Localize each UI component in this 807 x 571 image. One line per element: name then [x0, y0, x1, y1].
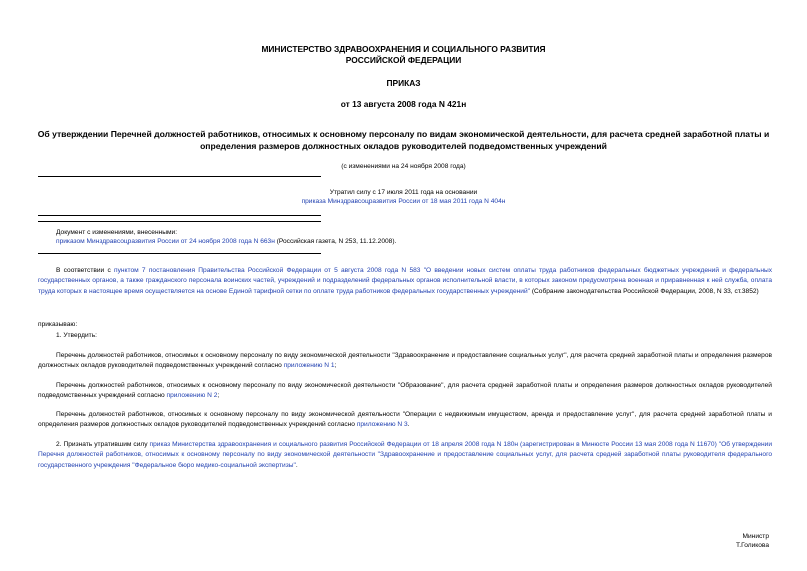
list-item-b-text: Перечень должностей работников, относимых к основному персоналу по виду экономической деятельности "Образование", для расчета средней заработной платы и определения размеров должностных окладов руководителей подведомственных учреждений согласно — [38, 382, 772, 400]
list-item-c-end: . — [407, 421, 410, 429]
list-item-a-text: Перечень должностей работников, относимых к основному персоналу по виду экономической деятельности "Здравоохранение и предоставление социальных услуг", для расчета средней заработной платы и определения размеров должностных окладов руководителей подведомственных учреждений согласно — [38, 352, 772, 370]
divider-line — [38, 253, 321, 254]
amendment-note: (с изменениями на 24 ноября 2008 года) — [341, 163, 466, 170]
preamble-source: (Собрание законодательства Российской Федерации, 2008, N 33, ст.3852) — [530, 287, 759, 295]
list-item-b-end: ; — [217, 392, 220, 400]
ministry-name — [0, 44, 807, 66]
appendix-2-link[interactable]: приложению N 2 — [166, 392, 218, 400]
amended-by-block — [56, 228, 776, 246]
signature-name: Т.Голикова — [735, 542, 769, 549]
appendix-3-link[interactable]: приложению N 3 — [356, 421, 408, 429]
preamble-link[interactable]: пунктом 7 постановления Правительства Российской Федерации от 5 августа 2008 года N 583 "О введении новых систем оплаты труда работников федеральных бюджетных учреждений и федеральных государственных органов, а также гражданского персонала воинских частей, учреждений и подразделений федеральных органов исполнительной власти, в которых законом предусмотрена военная и приравненная к ней служба, оплата труда которых в настоящее время осуществляется на основе Единой тарифной сетки по оплате труда работников федеральных государственных учреждений" — [38, 267, 772, 295]
list-item-c — [38, 410, 772, 431]
doc-title: Об утверждении Перечней должностей работников, относимых к основному персоналу по видам экономической деятельности, для расчета средней заработной платы и определения размеров должностных окладов руководителей подведомственных учреждений — [37, 129, 770, 151]
signature-block — [736, 532, 769, 550]
repealed-order-link[interactable]: приказ Министерства здравоохранения и социального развития Российской Федерации от 18 апреля 2008 года N 180н (зарегистрирован в Минюсте России 13 мая 2008 года N 11670) "Об утверждении Перечня должностей работников, относимых к основному персоналу по виду экономической деятельности "Здравоохранение и предоставление социальных услуг, для расчета средней заработной платы руководителя федерального государственного учреждения "Федеральное бюро медико-социальной экспертизы" — [38, 441, 773, 469]
item-2-end: . — [295, 461, 298, 469]
item-2 — [38, 440, 772, 471]
divider-line — [38, 221, 321, 222]
signature-position: Министр — [742, 533, 769, 540]
list-item-a-end: ; — [334, 362, 337, 370]
ministry-line-1: МИНИСТЕРСТВО ЗДРАВООХРАНЕНИЯ И СОЦИАЛЬНОГО РАЗВИТИЯ — [261, 44, 546, 54]
list-item-a — [38, 351, 772, 372]
list-item-c-text: Перечень должностей работников, относимых к основному персоналу по виду экономической деятельности "Операции с недвижимым имуществом, аренда и предоставление услуг", для расчета средней заработной платы и определения размеров должностных окладов руководителей подведомственных учреждений согласно — [38, 411, 772, 429]
amended-by-label: Документ с изменениями, внесенными: — [56, 229, 178, 236]
ministry-line-2: РОССИЙСКОЙ ФЕДЕРАЦИИ — [345, 55, 462, 65]
item-2-lead: 2. Признать утратившим силу — [56, 441, 150, 448]
amended-by-source: (Российская газета, N 253, 11.12.2008). — [274, 238, 397, 245]
expired-note — [0, 188, 807, 206]
expired-link[interactable]: приказа Минздравсоцразвития России от 18 мая 2011 года N 404н — [301, 198, 506, 205]
appendix-1-link[interactable]: приложению N 1 — [283, 362, 335, 370]
divider-line — [38, 215, 321, 216]
preamble-paragraph — [38, 266, 772, 297]
amended-by-link[interactable]: приказом Минздравсоцразвития России от 24 ноября 2008 года N 663н — [56, 238, 275, 245]
list-item-b — [38, 381, 772, 402]
doc-date-number: от 13 августа 2008 года N 421н — [340, 99, 467, 109]
order-word: приказываю: — [38, 321, 78, 328]
item-1: 1. Утвердить: — [56, 332, 97, 339]
preamble-lead: В соответствии с — [56, 267, 115, 274]
expired-text: Утратил силу с 17 июля 2011 года на основании — [329, 189, 478, 196]
divider-line — [38, 176, 321, 177]
doc-type: ПРИКАЗ — [386, 78, 421, 88]
